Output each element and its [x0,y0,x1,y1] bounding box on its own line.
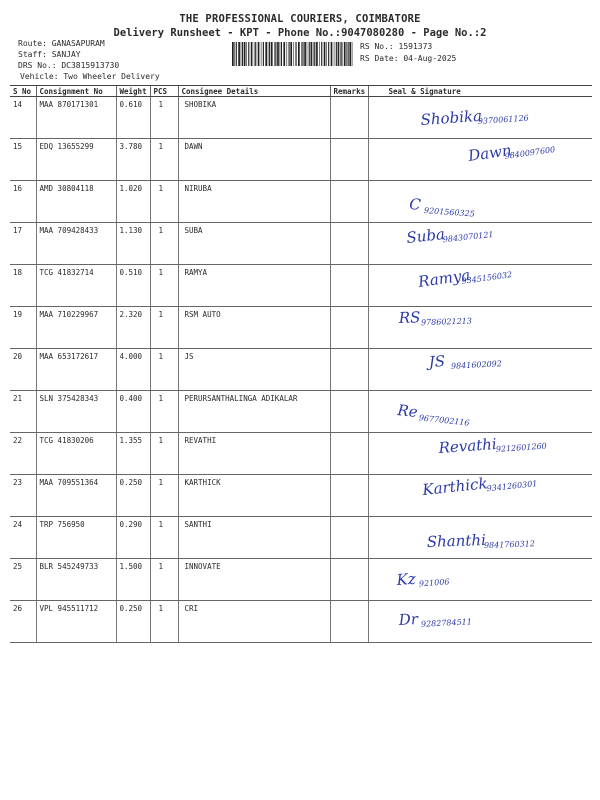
row-sno: 16 [10,181,36,223]
row-consignee: CRI [178,601,330,643]
row-remarks [330,265,368,307]
row-weight: 0.400 [116,391,150,433]
row-sno: 17 [10,223,36,265]
col-weight-header: Weight [116,86,150,97]
row-pcs: 1 [150,475,178,517]
row-remarks [330,601,368,643]
row-pcs: 1 [150,517,178,559]
row-sno: 15 [10,139,36,181]
row-consignment-no: MAA 653172617 [36,349,116,391]
row-consignee: RAMYA [178,265,330,307]
row-weight: 1.500 [116,559,150,601]
row-sno: 25 [10,559,36,601]
svg-text:Ramya: Ramya [416,265,471,291]
svg-text:9212601260: 9212601260 [495,441,547,455]
row-sno: 19 [10,307,36,349]
svg-text:Dawn: Dawn [466,141,513,165]
row-consignee: NIRUBA [178,181,330,223]
row-consignment-no: AMD 30804118 [36,181,116,223]
row-sno: 23 [10,475,36,517]
row-remarks [330,559,368,601]
rs-date: RS Date: 04-Aug-2025 [360,54,457,63]
svg-text:921006: 921006 [418,577,450,589]
svg-text:9341260301: 9341260301 [485,479,538,494]
staff-label: Staff: SANJAY [18,50,81,59]
row-weight: 1.020 [116,181,150,223]
row-weight: 3.780 [116,139,150,181]
row-weight: 2.320 [116,307,150,349]
svg-text:C: C [408,195,421,214]
row-remarks [330,139,368,181]
col-remarks-header: Remarks [330,86,368,97]
row-consignment-no: MAA 709428433 [36,223,116,265]
row-remarks [330,433,368,475]
svg-text:Revathi: Revathi [437,434,497,457]
table-row [10,601,592,643]
svg-text:9345156032: 9345156032 [460,269,513,286]
row-consignee: KARTHICK [178,475,330,517]
runsheet-table [10,85,592,643]
row-weight: 0.290 [116,517,150,559]
row-weight: 0.250 [116,601,150,643]
col-consignee-header: Consignee Details [178,86,330,97]
row-pcs: 1 [150,349,178,391]
route-label: Route: GANASAPURAM [18,39,105,48]
row-signature [368,601,592,643]
row-consignment-no: BLR 545249733 [36,559,116,601]
svg-text:Kz: Kz [395,569,416,589]
svg-text:RS: RS [398,308,421,327]
row-remarks [330,349,368,391]
svg-text:9841760312: 9841760312 [483,539,535,551]
svg-text:9201560325: 9201560325 [423,206,475,219]
row-pcs: 1 [150,223,178,265]
row-remarks [330,517,368,559]
handwritten-signature [369,591,587,643]
row-sno: 26 [10,601,36,643]
col-pcs-header: PCS [150,86,178,97]
row-consignee: SUBA [178,223,330,265]
svg-text:9841602092: 9841602092 [450,359,502,371]
row-weight: 4.000 [116,349,150,391]
row-consignment-no: TCG 41830206 [36,433,116,475]
row-consignee: RSM AUTO [178,307,330,349]
svg-text:9282784511: 9282784511 [420,617,472,629]
row-pcs: 1 [150,433,178,475]
row-consignee: DAWN [178,139,330,181]
row-sno: 21 [10,391,36,433]
svg-text:Dr: Dr [397,610,418,629]
row-sno: 14 [10,97,36,139]
row-pcs: 1 [150,559,178,601]
row-consignee: INNOVATE [178,559,330,601]
col-consignment-header: Consignment No [36,86,116,97]
row-consignment-no: MAA 709551364 [36,475,116,517]
svg-text:9677002116: 9677002116 [417,413,470,428]
row-consignee: SANTHI [178,517,330,559]
row-sno: 24 [10,517,36,559]
company-title: THE PROFESSIONAL COURIERS, COIMBATORE [179,13,421,25]
row-sno: 20 [10,349,36,391]
rs-number: RS No.: 1591373 [360,42,433,51]
row-consignee: REVATHI [178,433,330,475]
row-remarks [330,223,368,265]
row-consignee: JS [178,349,330,391]
row-pcs: 1 [150,139,178,181]
col-sno-header: S No [10,86,36,97]
row-weight: 0.250 [116,475,150,517]
runsheet-title: Delivery Runsheet - KPT - Phone No.:9047080280 - Page No.:2 [113,27,487,39]
row-remarks [330,307,368,349]
row-remarks [330,475,368,517]
vehicle-label: Vehicle: Two Wheeler Delivery [20,72,160,81]
row-weight: 1.355 [116,433,150,475]
barcode [230,41,355,67]
row-weight: 1.130 [116,223,150,265]
svg-text:9843070121: 9843070121 [441,229,494,245]
svg-text:9370061126: 9370061126 [477,113,529,127]
svg-text:Suba: Suba [405,225,446,247]
svg-text:Shobika: Shobika [419,106,483,129]
row-pcs: 1 [150,265,178,307]
row-pcs: 1 [150,181,178,223]
row-consignment-no: TRP 756950 [36,517,116,559]
row-weight: 0.510 [116,265,150,307]
row-consignment-no: MAA 870171301 [36,97,116,139]
row-consignee: PERURSANTHALINGA ADIKALAR [178,391,330,433]
row-pcs: 1 [150,601,178,643]
drs-number: DRS No.: DC3815913730 [18,61,120,70]
svg-text:9786021213: 9786021213 [420,316,472,328]
row-pcs: 1 [150,97,178,139]
row-consignment-no: TCG 41832714 [36,265,116,307]
col-signature-header: Seal & Signature [368,86,592,97]
row-consignment-no: VPL 945511712 [36,601,116,643]
row-consignment-no: EDQ 13655299 [36,139,116,181]
row-weight: 0.610 [116,97,150,139]
row-pcs: 1 [150,391,178,433]
row-pcs: 1 [150,307,178,349]
row-consignment-no: MAA 710229967 [36,307,116,349]
row-consignee: SHOBIKA [178,97,330,139]
row-sno: 22 [10,433,36,475]
svg-text:9840097600: 9840097600 [503,144,556,161]
svg-text:Karthick: Karthick [421,474,488,499]
row-remarks [330,391,368,433]
svg-text:Shanthi: Shanthi [426,530,486,551]
svg-text:JS: JS [427,352,445,371]
svg-text:Re: Re [396,401,419,422]
row-remarks [330,181,368,223]
row-remarks [330,97,368,139]
row-consignment-no: SLN 375428343 [36,391,116,433]
row-sno: 18 [10,265,36,307]
